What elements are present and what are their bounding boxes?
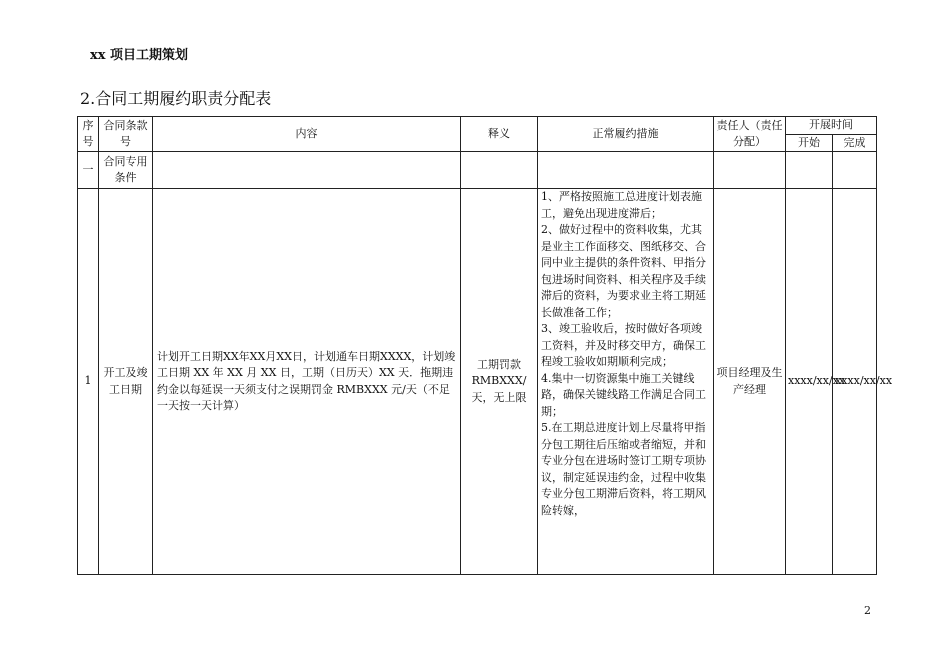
header-start: 开始 — [786, 134, 833, 152]
header-seq: 序号 — [78, 117, 99, 152]
cell-explain — [461, 152, 538, 189]
cell-finish — [833, 152, 877, 189]
cell-measures — [538, 189, 714, 575]
cell-content: 计划开工日期XX年XX月XX日，计划通车日期XXXX，计划竣工日期 XX 年 XX 月 XX 日，工期（日历天）XX 天．拖期违约金以每延误一天须支付之误期罚金 RMBXXX 元/天（不足一天按一天计算） — [153, 189, 461, 575]
measure-item: 4.集中一切资源集中施工关键线路，确保关键线路工作满足合同工期； — [541, 371, 706, 418]
page-number: 2 — [864, 604, 871, 617]
header-row — [78, 117, 877, 135]
cell-seq: 一 — [78, 152, 99, 189]
header-time: 开展时间 — [786, 117, 877, 135]
header-clause: 合同条款号 — [99, 117, 153, 152]
header-content: 内容 — [153, 117, 461, 152]
section-title: 2.合同工期履约职责分配表 — [80, 89, 272, 108]
cell-seq: 1 — [78, 189, 99, 575]
table-row — [78, 189, 877, 575]
cell-clause: 开工及竣工日期 — [99, 189, 153, 575]
cell-measures — [538, 152, 714, 189]
document-header: xx 项目工期策划 — [90, 48, 189, 63]
cell-start — [786, 152, 833, 189]
table-row — [78, 152, 877, 189]
header-explain: 释义 — [461, 117, 538, 152]
cell-clause: 合同专用条件 — [99, 152, 153, 189]
cell-owner — [714, 152, 786, 189]
measure-item: 1、严格按照施工总进度计划表施工，避免出现进度滞后； — [541, 190, 702, 220]
header-owner: 责任人（责任分配） — [714, 117, 786, 152]
measure-item: 2、做好过程中的资料收集，尤其是业主工作面移交、图纸移交、合同中业主提供的条件资料、甲指分包进场时间资料、相关程序及手续滞后的资料，为要求业主将工期延长做准备工作； — [541, 223, 706, 319]
cell-content — [153, 152, 461, 189]
duty-allocation-table — [77, 116, 893, 575]
measure-item: 3、竣工验收后，按时做好各项竣工资料，并及时移交甲方，确保工程竣工验收如期顺利完成； — [541, 322, 706, 368]
cell-owner: 项目经理及生产经理 — [714, 189, 786, 575]
header-measures: 正常履约措施 — [538, 117, 714, 152]
header-finish: 完成 — [833, 134, 877, 152]
cell-finish: xxxx/xx/xx — [833, 189, 877, 575]
cell-explain: 工期罚款RMBXXX/天，无上限 — [461, 189, 538, 575]
measure-item: 5.在工期总进度计划上尽量将甲指分包工期往后压缩或者缩短，并和专业分包在进场时签订工期专项协议，制定延误违约金，过程中收集专业分包工期滞后资料，将工期风险转嫁， — [541, 421, 706, 517]
cell-start: xxxx/xx/xx — [786, 189, 833, 575]
